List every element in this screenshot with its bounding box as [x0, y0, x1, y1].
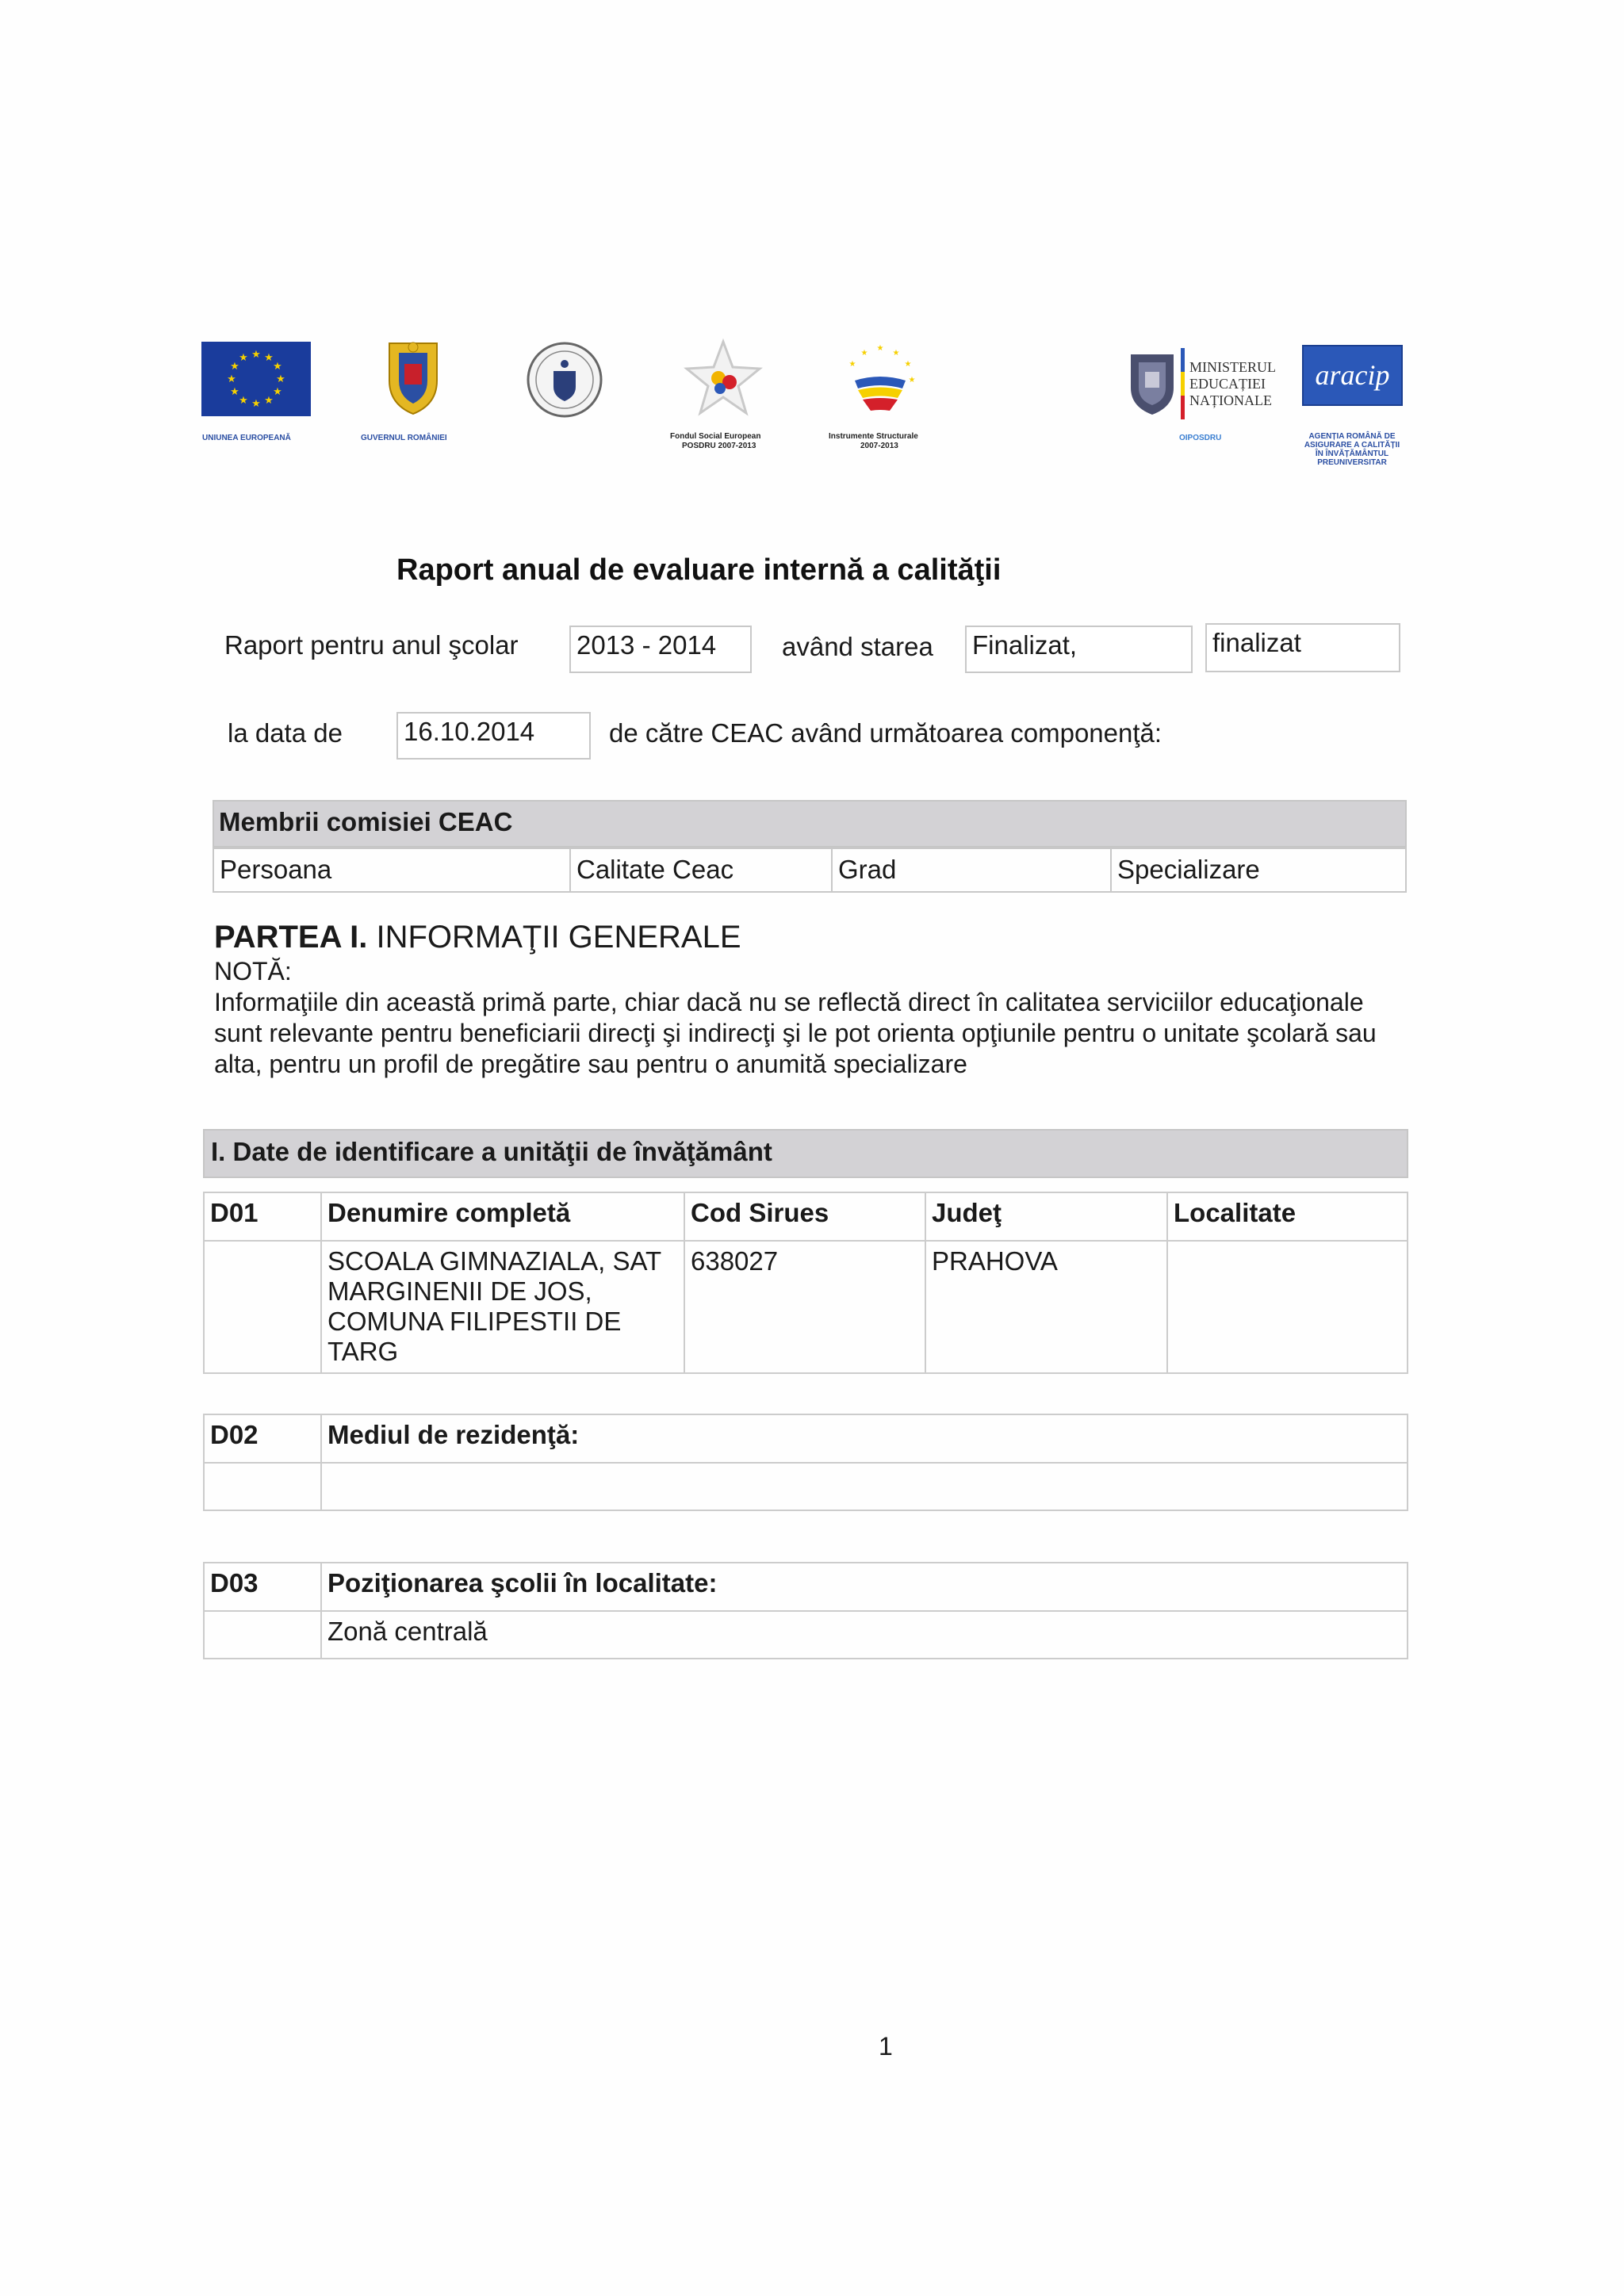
- d03-empty-cell: [203, 1610, 322, 1659]
- d01-header-localitate: Localitate: [1166, 1192, 1408, 1242]
- part-one-heading: [214, 920, 741, 955]
- svg-text:★: ★: [876, 344, 884, 353]
- date-field[interactable]: 16.10.2014: [396, 712, 591, 760]
- d03-code: D03: [203, 1562, 322, 1612]
- ministry-name-line3: NAȚIONALE: [1189, 392, 1272, 408]
- d01-value-localitate: [1166, 1240, 1408, 1374]
- date-label: la data de: [228, 718, 343, 748]
- svg-text:★: ★: [892, 349, 900, 358]
- school-year-label: Raport pentru anul şcolar: [224, 630, 519, 660]
- state-field-secondary[interactable]: finalizat: [1205, 623, 1400, 672]
- eu-caption: UNIUNEA EUROPEANĂ: [202, 434, 291, 442]
- ceac-col-calitate: Calitate Ceac: [569, 848, 833, 893]
- note-text: Informaţiile din această primă parte, chiar dacă nu se reflectă direct în calitatea serviciilor educaţionale sunt relevante pentru beneficiarii direcţi şi indirecţi şi le pot orienta opţiunile pentru o unitate şcolară sau alta, pentru un profil de pregătire sau pentru o anumită specializare: [214, 988, 1377, 1078]
- d02-code: D02: [203, 1414, 322, 1464]
- ministry-name: [1189, 359, 1276, 409]
- d02-value: [320, 1462, 1408, 1511]
- svg-text:★: ★: [227, 373, 236, 385]
- svg-text:★: ★: [239, 395, 248, 407]
- report-title: Raport anual de evaluare internă a calităţii: [396, 553, 1002, 587]
- ceac-col-specializare: Specializare: [1110, 848, 1407, 893]
- ceac-col-grad: Grad: [831, 848, 1112, 893]
- d02-label: Mediul de rezidenţă:: [320, 1414, 1408, 1464]
- oiposdru-caption: OIPOSDRU: [1179, 434, 1222, 442]
- svg-text:★: ★: [230, 361, 239, 373]
- aracip-caption-line3: ÎN ÎNVĂȚĂMÂNTUL: [1315, 450, 1389, 458]
- school-year-field[interactable]: 2013 - 2014: [569, 626, 752, 673]
- aracip-caption-line2: ASIGURARE A CALITĂȚII: [1304, 441, 1400, 450]
- state-field[interactable]: Finalizat,: [965, 626, 1193, 673]
- svg-text:★: ★: [251, 349, 261, 361]
- logo-strip: [198, 337, 1419, 488]
- ceac-composition-label: de către CEAC având următoarea componenţă:: [609, 718, 1162, 748]
- svg-text:★: ★: [273, 361, 282, 373]
- d03-value: Zonă centrală: [320, 1610, 1408, 1659]
- instrumente-structurale-logo: [841, 341, 920, 419]
- fse-star-logo: [684, 339, 763, 418]
- d01-code: D01: [203, 1192, 322, 1242]
- svg-text:★: ★: [239, 352, 248, 364]
- svg-text:★: ★: [230, 386, 239, 398]
- svg-text:★: ★: [251, 398, 261, 410]
- note-label: NOTĂ:: [214, 957, 292, 985]
- d01-header-judet: Judeţ: [925, 1192, 1168, 1242]
- svg-text:★: ★: [276, 373, 285, 385]
- ministry-coat-of-arms-logo: [1126, 348, 1178, 416]
- svg-text:★: ★: [908, 376, 916, 385]
- ceac-members-heading: Membrii comisiei CEAC: [213, 800, 1407, 848]
- d01-header-sirues: Cod Sirues: [684, 1192, 926, 1242]
- government-caption: GUVERNUL ROMÂNIEI: [361, 434, 447, 442]
- d01-value-name: SCOALA GIMNAZIALA, SAT MARGINENII DE JOS, COMUNA FILIPESTII DE TARG: [320, 1240, 685, 1374]
- aracip-caption: [1297, 432, 1408, 467]
- aracip-caption-line4: PREUNIVERSITAR: [1317, 458, 1387, 467]
- is-caption-line1: Instrumente Structurale: [829, 432, 918, 441]
- is-caption-line2: 2007-2013: [860, 442, 898, 450]
- identification-section-heading: I. Date de identificare a unităţii de învăţământ: [203, 1129, 1408, 1178]
- ministry-name-line2: EDUCAȚIEI: [1189, 376, 1266, 392]
- d03-label: Poziţionarea şcolii în localitate:: [320, 1562, 1408, 1612]
- svg-text:★: ★: [273, 386, 282, 398]
- ministry-name-line1: MINISTERUL: [1189, 359, 1276, 375]
- page-number: 1: [879, 2032, 893, 2061]
- aracip-logo: aracip: [1302, 345, 1403, 406]
- ceac-col-persoana: Persoana: [213, 848, 571, 893]
- eu-flag-logo: [201, 342, 311, 416]
- ministry-tricolor-bar: [1181, 348, 1185, 419]
- aracip-caption-line1: AGENȚIA ROMÂNĂ DE: [1308, 432, 1396, 441]
- d01-value-sirues: 638027: [684, 1240, 926, 1374]
- d02-empty-cell: [203, 1462, 322, 1511]
- d01-empty-cell: [203, 1240, 322, 1374]
- svg-text:★: ★: [904, 360, 912, 369]
- fse-caption-line2: POSDRU 2007-2013: [682, 442, 756, 450]
- d01-value-judet: PRAHOVA: [925, 1240, 1168, 1374]
- part-one-title: INFORMAŢII GENERALE: [367, 920, 741, 955]
- svg-text:★: ★: [264, 352, 274, 364]
- d01-header-name: Denumire completă: [320, 1192, 685, 1242]
- svg-text:★: ★: [264, 395, 274, 407]
- svg-text:★: ★: [860, 349, 868, 358]
- romania-seal-logo: [526, 341, 603, 419]
- government-coat-of-arms-logo: [383, 337, 443, 416]
- state-label: având starea: [782, 632, 933, 661]
- fse-caption-line1: Fondul Social European: [670, 432, 761, 441]
- part-one-label: PARTEA I.: [214, 920, 368, 955]
- svg-text:★: ★: [848, 360, 856, 369]
- ceac-header-row: [213, 848, 1407, 893]
